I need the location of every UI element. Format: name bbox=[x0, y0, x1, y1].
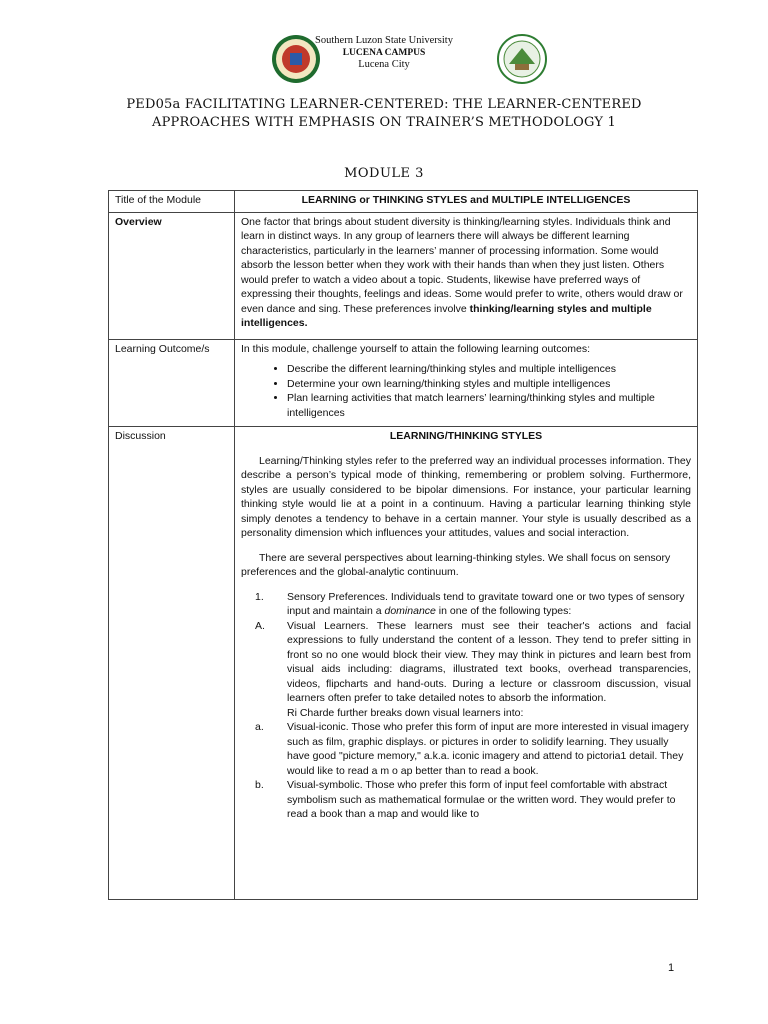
campus-seal-logo bbox=[497, 34, 547, 84]
visual-iconic-text: Visual-iconic. Those who prefer this form of input are more interested in visual imagery such as film, graphic displays. or pictures in order to solidify learning. They usually have good "picture memory," a.k.a. iconic imagery and attend to pictoria1 detail. They would like to read a m o ap better than to read a book. bbox=[287, 721, 689, 777]
discussion-cell bbox=[235, 427, 698, 900]
document-header bbox=[0, 30, 768, 90]
discussion-paragraph-2: There are several perspectives about learning-thinking styles. We shall focus on sensory preferences and the global-analytic continuum. bbox=[241, 551, 671, 578]
sensory-text-end: in one of the following types: bbox=[438, 605, 572, 617]
list-item-visual-iconic bbox=[241, 720, 691, 778]
overview-label: Overview bbox=[109, 212, 235, 339]
outcomes-cell bbox=[235, 339, 698, 427]
overview-text: One factor that brings about student diversity is thinking/learning styles. Individuals think and learn in distinct ways. In any group of learners there will always be different learning characteristics, particularly in the learners’ manner of processing information. Some would absorb the lesson better when they work with their hands than when they just listen. Others would prefer to watch a video about a topic. Students, likewise have preferred ways of expressing their thoughts, feelings and ideas. Some would prefer to write, others would draw or even dance and sing. These preferences involve bbox=[241, 215, 683, 315]
list-marker: A. bbox=[255, 619, 265, 632]
list-marker: a. bbox=[255, 721, 264, 733]
table-row-outcomes bbox=[109, 339, 698, 427]
table-row-discussion bbox=[109, 427, 698, 900]
discussion-paragraph-1: Learning/Thinking styles refer to the preferred way an individual processes information. They describe a person’s typical mode of thinking, remembering or problem solving. Furthermore, styles are usually considered to be bipolar dimensions. For instance, your particular learning thinking style would lie at a point in a continuum. Having a particular learning thinking style simply denotes a tendency to behave in a certain manner. Your style is usually described as a personality dimension which influences your attitudes, values and social interaction. bbox=[241, 454, 691, 539]
page-number: 1 bbox=[668, 962, 675, 974]
campus-name: LUCENA CAMPUS bbox=[342, 48, 426, 58]
visual-symbolic-text: Visual-symbolic. Those who prefer this form of input feel comfortable with abstract symbolism such as mathematical formulae or the written word. They would prefer to read a book than a map and would like to bbox=[287, 779, 676, 820]
sensory-italic: dominance bbox=[384, 605, 436, 617]
title-value: LEARNING or THINKING STYLES and MULTIPLE INTELLIGENCES bbox=[235, 191, 698, 213]
list-marker: 1. bbox=[255, 590, 264, 603]
outcome-item: • Plan learning activities that match learners’ learning/thinking styles and multiple intelligences bbox=[287, 391, 691, 420]
course-title: PED05a FACILITATING LEARNER-CENTERED: THE LEARNER-CENTERED APPROACHES WITH EMPHASIS ON TRAINER’S METHODOLOGY 1 bbox=[126, 97, 642, 130]
list-item-visual-symbolic bbox=[241, 778, 691, 822]
discussion-heading: LEARNING/THINKING STYLES bbox=[389, 430, 543, 442]
university-heading bbox=[0, 35, 768, 71]
module-title: MODULE 3 bbox=[344, 166, 424, 181]
list-item-visual-learners bbox=[241, 619, 691, 721]
outcomes-intro: In this module, challenge yourself to attain the following learning outcomes: bbox=[241, 342, 591, 355]
outcomes-label: Learning Outcome/s bbox=[109, 339, 235, 427]
overview-bold-text: thinking/learning styles and multiple intelligences. bbox=[241, 302, 652, 329]
sensory-text: Sensory Preferences. Individuals tend to gravitate toward one or two types of sensory input and maintain a bbox=[287, 590, 685, 617]
visual-learners-text: Visual Learners. These learners must see their teacher's actions and facial expressions to fully understand the content of a lesson. They tend to prefer sitting in front so no one would block their view. They may think in pictures and learn best from visual aids including: diagrams, illustrated text books, overhead transparencies, videos, flipcharts and hand-outs. During a lecture or classroom discussion, visual learners often prefer to take detailed notes to absorb the information. bbox=[287, 619, 691, 704]
module-table bbox=[108, 190, 698, 900]
discussion-label: Discussion bbox=[109, 427, 235, 900]
title-label: Title of the Module bbox=[109, 191, 235, 213]
outcome-item: • Determine your own learning/thinking styles and multiple intelligences bbox=[287, 377, 691, 392]
list-item-sensory bbox=[241, 590, 691, 619]
outcomes-list bbox=[241, 362, 691, 420]
list-marker: b. bbox=[255, 779, 264, 791]
outcome-item: • Describe the different learning/thinking styles and multiple intelligences bbox=[287, 362, 691, 377]
visual-learners-extra: Ri Charde further breaks down visual learners into: bbox=[287, 706, 524, 719]
table-row-overview bbox=[109, 212, 698, 339]
table-row-title bbox=[109, 191, 698, 213]
overview-cell bbox=[235, 212, 698, 339]
university-name: Southern Luzon State University bbox=[315, 35, 453, 46]
city-name: Lucena City bbox=[358, 59, 410, 70]
